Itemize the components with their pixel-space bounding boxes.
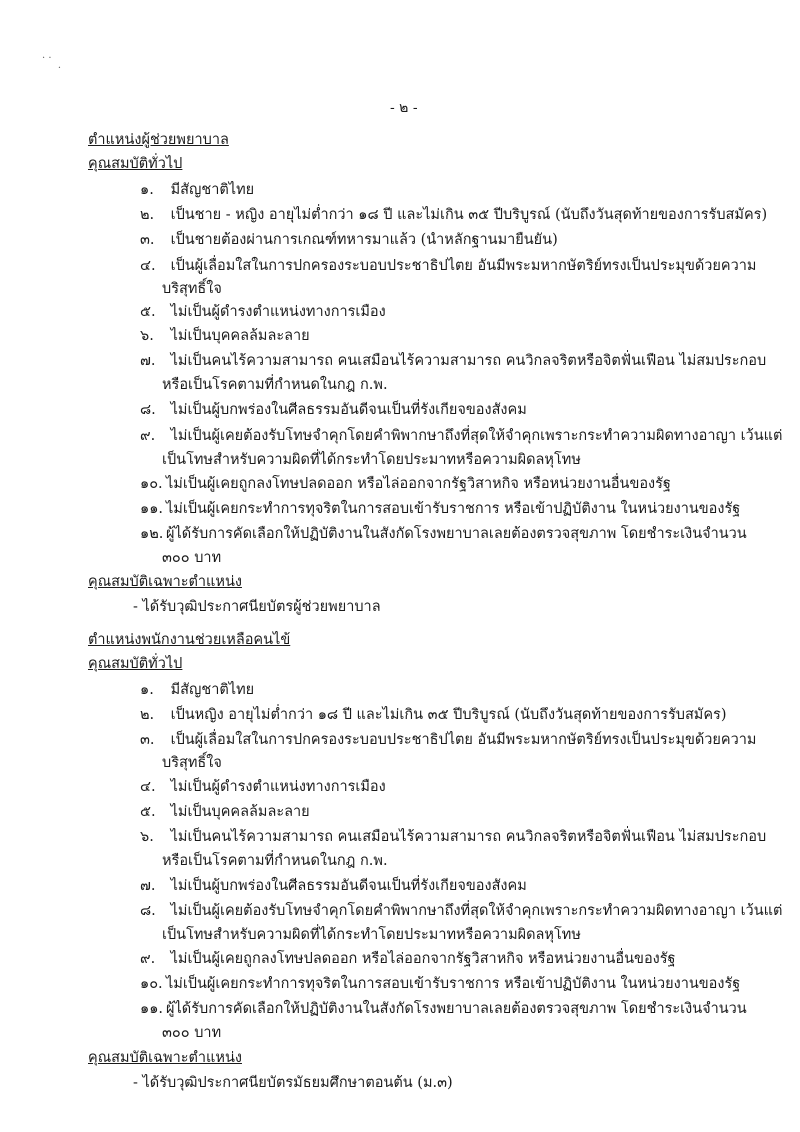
qualification-item: ๑. มีสัญชาติไทย xyxy=(140,682,255,698)
qualification-item-continuation: ๓๐๐ บาท xyxy=(162,550,222,566)
qualification-item: ๑. มีสัญชาติไทย xyxy=(140,182,255,198)
qualification-item: ๕. ไม่เป็นบุคคลล้มละลาย xyxy=(140,804,310,820)
section-title: ตำแหน่งผู้ช่วยพยาบาล xyxy=(88,132,229,148)
qualification-item: ๑๑. ผู้ได้รับการคัดเลือกให้ปฏิบัติงานในสังกัดโรงพยาบาลเลยต้องตรวจสุขภาพ โดยชำระเงินจำนวน xyxy=(140,1001,747,1017)
qualification-item: ๑๐. ไม่เป็นผู้เคยถูกลงโทษปลดออก หรือไล่ออกจากรัฐวิสาหกิจ หรือหน่วยงานอื่นของรัฐ xyxy=(140,476,671,492)
qualification-item: ๙. ไม่เป็นผู้เคยต้องรับโทษจำคุกโดยคำพิพากษาถึงที่สุดให้จำคุกเพราะกระทำความผิดทางอาญา เว้นแต่ xyxy=(140,428,783,444)
qualification-item: ๔. ไม่เป็นผู้ดำรงตำแหน่งทางการเมือง xyxy=(140,779,386,795)
qualification-item-continuation: บริสุทธิ์ใจ xyxy=(162,281,222,297)
qualification-item: ๑๑. ไม่เป็นผู้เคยกระทำการทุจริตในการสอบเข้ารับราชการ หรือเข้าปฏิบัติงาน ในหน่วยงานของรัฐ xyxy=(140,501,741,517)
qualification-item: ๘. ไม่เป็นผู้เคยต้องรับโทษจำคุกโดยคำพิพากษาถึงที่สุดให้จำคุกเพราะกระทำความผิดทางอาญา เว้นแต่ xyxy=(140,903,783,919)
specific-qualifications-heading: คุณสมบัติเฉพาะตำแหน่ง xyxy=(88,1050,242,1066)
section-title: ตำแหน่งพนักงานช่วยเหลือคนไข้ xyxy=(88,632,291,648)
qualification-item: ๓. เป็นผู้เลื่อมใสในการปกครองระบอบประชาธิปไตย อันมีพระมหากษัตริย์ทรงเป็นประมุขด้วยความ xyxy=(140,732,757,748)
qualification-item: ๙. ไม่เป็นผู้เคยถูกลงโทษปลดออก หรือไล่ออกจากรัฐวิสาหกิจ หรือหน่วยงานอื่นของรัฐ xyxy=(140,951,676,967)
specific-qualification-item: - ได้รับวุฒิประกาศนียบัตรผู้ช่วยพยาบาล xyxy=(133,599,381,615)
qualification-item: ๒. เป็นชาย - หญิง อายุไม่ต่ำกว่า ๑๘ ปี และไม่เกิน ๓๕ ปีบริบูรณ์ (นับถึงวันสุดท้ายของการรับสมัคร) xyxy=(140,207,768,223)
qualification-item-continuation: ๓๐๐ บาท xyxy=(162,1025,222,1041)
qualification-item: ๔. เป็นผู้เลื่อมใสในการปกครองระบอบประชาธิปไตย อันมีพระมหากษัตริย์ทรงเป็นประมุขด้วยความ xyxy=(140,258,757,274)
qualification-item: ๑๐. ไม่เป็นผู้เคยกระทำการทุจริตในการสอบเข้ารับราชการ หรือเข้าปฏิบัติงาน ในหน่วยงานของรัฐ xyxy=(140,976,741,992)
qualification-item: ๗. ไม่เป็นผู้บกพร่องในศีลธรรมอันดีจนเป็นที่รังเกียจของสังคม xyxy=(140,878,527,894)
general-qualifications-heading: คุณสมบัติทั่วไป xyxy=(88,656,183,672)
qualification-item-continuation: เป็นโทษสำหรับความผิดที่ได้กระทำโดยประมาทหรือความผิดลหุโทษ xyxy=(162,927,581,943)
qualification-item: ๗. ไม่เป็นคนไร้ความสามารถ คนเสมือนไร้ความสามารถ คนวิกลจริตหรือจิตฟั่นเฟือน ไม่สมประกอบ xyxy=(140,353,767,369)
general-qualifications-heading: คุณสมบัติทั่วไป xyxy=(88,156,183,172)
qualification-item-continuation: หรือเป็นโรคตามที่กำหนดในกฎ ก.พ. xyxy=(162,853,388,869)
qualification-item: ๖. ไม่เป็นบุคคลล้มละลาย xyxy=(140,328,310,344)
qualification-item: ๖. ไม่เป็นคนไร้ความสามารถ คนเสมือนไร้ความสามารถ คนวิกลจริตหรือจิตฟั่นเฟือน ไม่สมประกอบ xyxy=(140,829,767,845)
page-number: - ๒ - xyxy=(390,100,418,116)
qualification-item: ๒. เป็นหญิง อายุไม่ต่ำกว่า ๑๘ ปี และไม่เกิน ๓๕ ปีบริบูรณ์ (นับถึงวันสุดท้ายของการรับสมัคร) xyxy=(140,707,727,723)
specific-qualification-item: - ได้รับวุฒิประกาศนียบัตรมัธยมศึกษาตอนต้น (ม.๓) xyxy=(133,1075,453,1091)
qualification-item-continuation: เป็นโทษสำหรับความผิดที่ได้กระทำโดยประมาทหรือความผิดลหุโทษ xyxy=(162,452,581,468)
qualification-item-continuation: หรือเป็นโรคตามที่กำหนดในกฎ ก.พ. xyxy=(162,377,388,393)
qualification-item-continuation: บริสุทธิ์ใจ xyxy=(162,755,222,771)
qualification-item: ๘. ไม่เป็นผู้บกพร่องในศีลธรรมอันดีจนเป็นที่รังเกียจของสังคม xyxy=(140,402,527,418)
qualification-item: ๑๒. ผู้ได้รับการคัดเลือกให้ปฏิบัติงานในสังกัดโรงพยาบาลเลยต้องตรวจสุขภาพ โดยชำระเงินจำนวน xyxy=(140,526,747,542)
specific-qualifications-heading: คุณสมบัติเฉพาะตำแหน่ง xyxy=(88,574,242,590)
qualification-item: ๓. เป็นชายต้องผ่านการเกณฑ์ทหารมาแล้ว (นำหลักฐานมายืนยัน) xyxy=(140,232,558,248)
qualification-item: ๕. ไม่เป็นผู้ดำรงตำแหน่งทางการเมือง xyxy=(140,304,386,320)
scan-specks: · · · xyxy=(42,53,62,74)
